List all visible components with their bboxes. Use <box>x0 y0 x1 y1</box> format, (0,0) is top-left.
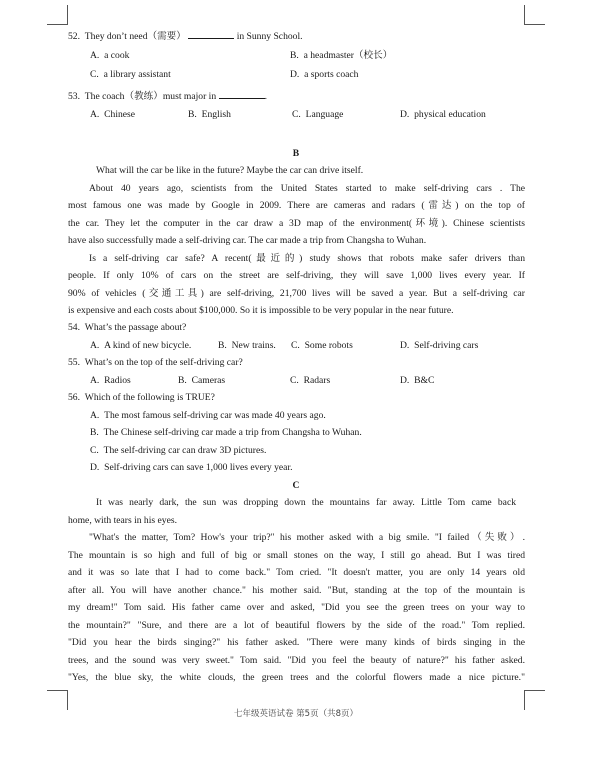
passage-b-line: people. If only 10% of cars on the street are self-driving, they will save 1,000 lives every year. If <box>68 270 525 281</box>
crop-mark-bottom-right <box>524 690 545 691</box>
answer-blank <box>219 89 265 99</box>
passage-b-line: About 40 years ago, scientists from the United States started to make self-driving cars . The <box>89 183 525 194</box>
passage-c-line: my dream!" Tom said. His father came over and asked, "Did you see the green trees on your way to <box>68 602 525 613</box>
option-52-d: D. a sports coach <box>290 69 359 80</box>
section-b-heading: B <box>292 148 300 159</box>
passage-b-line: most famous one was made by Google in 2009. There are cameras and radars (雷达) on the top of <box>68 200 525 211</box>
option-55-b: B. Cameras <box>178 375 226 386</box>
passage-b-line: What will the car be like in the future? Maybe the car can drive itself. <box>96 165 364 176</box>
option-53-d: D. physical education <box>400 109 486 120</box>
option-55-a: A. Radios <box>90 375 131 386</box>
crop-mark-top-left <box>47 24 68 25</box>
passage-b-line: the car. They let the computer in the car draw a 3D map of the environment(环境). Chinese scientists <box>68 218 525 229</box>
option-56-b: B. The Chinese self-driving car made a trip from Changsha to Wuhan. <box>90 427 362 438</box>
option-55-d: D. B&C <box>400 375 435 386</box>
question-52-stem: 52. They don’t need（需要） in Sunny School. <box>68 31 303 42</box>
passage-b-line: Is a self-driving car safe? A recent(最近的) study shows that robots make safer drivers than <box>89 253 525 264</box>
option-56-c: C. The self-driving car can draw 3D pictures. <box>90 445 267 456</box>
option-55-c: C. Radars <box>290 375 331 386</box>
option-54-d: D. Self-driving cars <box>400 340 479 351</box>
passage-c-line: the mountain?" "Sure, and there are a lot of beautiful flowers by the side of the road." Tom replied. <box>68 620 525 631</box>
option-56-d: D. Self-driving cars can save 1,000 lives every year. <box>90 462 293 473</box>
question-56-stem: 56. Which of the following is TRUE? <box>68 392 215 403</box>
passage-b-line: is expensive and each costs about $100,000. So it is impossible to be very popular in the near future. <box>68 305 454 316</box>
question-53-stem: 53. The coach（教练）must major in . <box>68 91 267 102</box>
section-c-heading: C <box>292 480 300 491</box>
option-56-a: A. The most famous self-driving car was made 40 years ago. <box>90 410 326 421</box>
option-52-a: A. a cook <box>90 50 130 61</box>
passage-c-line: home, with tears in his eyes. <box>68 515 177 526</box>
passage-b-line: 90% of vehicles (交通工具) are self-driving, 21,700 lives will be saved a year. But a self-driving car <box>68 288 525 299</box>
crop-mark-top-right <box>524 5 525 25</box>
option-54-c: C. Some robots <box>291 340 353 351</box>
page-footer: 七年级英语试卷 第5页（共8页） <box>233 709 359 719</box>
option-53-b: B. English <box>188 109 231 120</box>
crop-mark-bottom-left <box>67 690 68 710</box>
crop-mark-bottom-right <box>524 690 525 710</box>
option-54-b: B. New trains. <box>218 340 276 351</box>
option-52-c: C. a library assistant <box>90 69 171 80</box>
passage-c-line: "Yes, the blue sky, the white clouds, the green trees and the colorful flowers made a nice picture." <box>68 672 525 683</box>
question-55-stem: 55. What’s on the top of the self-driving car? <box>68 357 243 368</box>
answer-blank <box>188 29 234 39</box>
passage-c-line: "What's the matter, Tom? How's your trip?" his mother asked with a big smile. "I failed（失败）. <box>89 532 525 543</box>
option-53-c: C. Language <box>292 109 344 120</box>
passage-b-line: have also successfully made a self-driving car. The car made a trip from Changsha to Wuhan. <box>68 235 427 246</box>
passage-c-line: trees, and the sound was very sweet." Tom said. "Did you feel the beauty of nature?" his father asked. <box>68 655 525 666</box>
passage-c-line: "Did you hear the birds singing?" his father asked. "There were many kinds of birds singing in the <box>68 637 525 648</box>
option-53-a: A. Chinese <box>90 109 136 120</box>
option-54-a: A. A kind of new bicycle. <box>90 340 192 351</box>
option-52-b: B. a headmaster（校长） <box>290 50 393 61</box>
passage-c-line: It was nearly dark, the sun was dropping down the mountains far away. Little Tom came back <box>96 497 516 508</box>
crop-mark-top-left <box>67 5 68 25</box>
passage-c-line: after all. You will have another chance." his mother said. "But, standing at the top of the mountain is <box>68 585 525 596</box>
crop-mark-top-right <box>524 24 545 25</box>
passage-c-line: The mountain is so high and full of big or small stones on the way, I still go ahead. But I was tired <box>68 550 525 561</box>
question-54-stem: 54. What’s the passage about? <box>68 322 187 333</box>
crop-mark-bottom-left <box>47 690 68 691</box>
passage-c-line: and it was so late that I had to come back." Tom cried. "It doesn't matter, you are only 14 years old <box>68 567 525 578</box>
